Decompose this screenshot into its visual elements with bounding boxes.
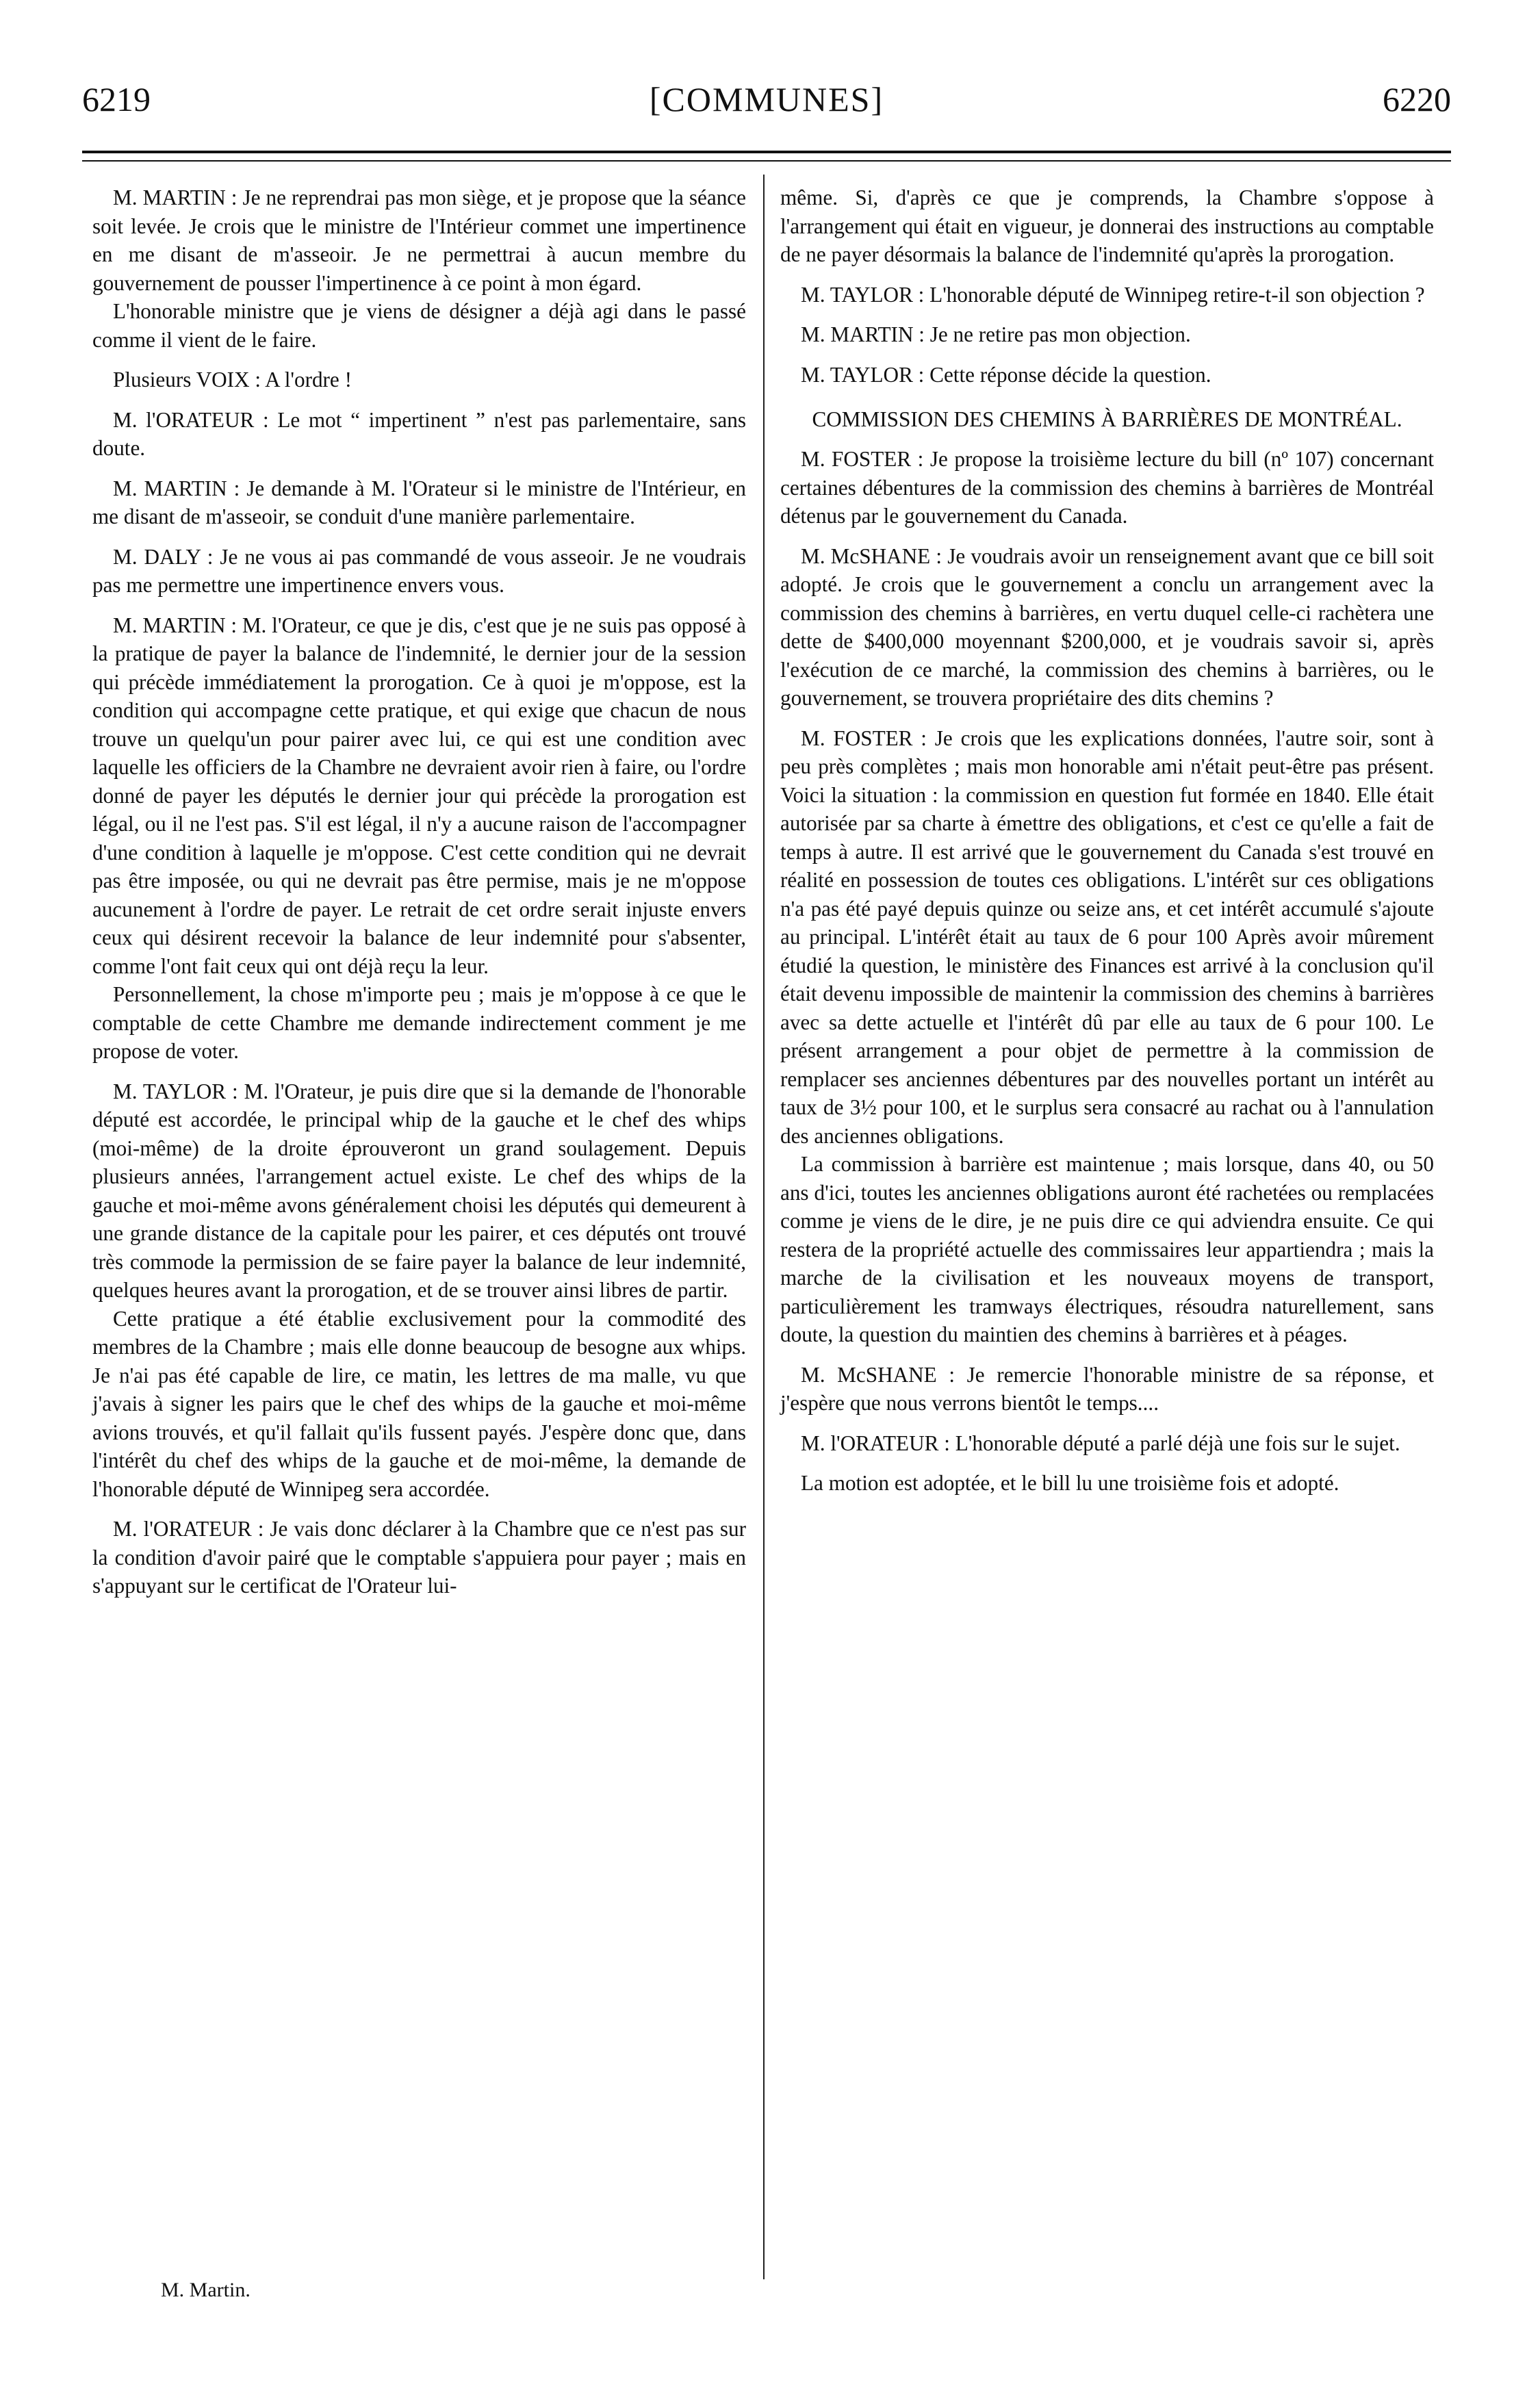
right-column bbox=[780, 183, 1434, 1498]
speaker-name: M. FOSTER : bbox=[801, 726, 927, 750]
speech-text: Je ne retire pas mon objection. bbox=[924, 322, 1191, 346]
speaker-name: M. DALY : bbox=[113, 544, 214, 569]
paragraph bbox=[780, 724, 1434, 1151]
running-footer: M. Martin. bbox=[161, 2279, 251, 2301]
speaker-name: M. FOSTER : bbox=[801, 447, 924, 471]
speech-text: La commission à barrière est maintenue ; mais lorsque, dans 40, ou 50 ans d'ici, toutes les anciennes obligations auront été rachetées ou remplacées comme je viens de le dire, je ne puis dire ce qui adviendra ensuite. Ce qui restera de la propriété actuelle des commissaires leur appartiendra ; mais la marche de la civilisation et les nouveaux moyens de transport, particulièrement les tramways électriques, résoudra naturellement, sans doute, la question du maintien des chemins à barrières et à péages. bbox=[780, 1152, 1434, 1346]
speaker-name: M. l'ORATEUR : bbox=[113, 1517, 264, 1541]
speech-text: même. Si, d'après ce que je comprends, la Chambre s'oppose à l'arrangement qui était en vigueur, je donnerai des instructions au comptable de ne payer désormais la balance de l'indemnité qu'après la prorogation. bbox=[780, 185, 1434, 266]
left-column bbox=[92, 183, 746, 1600]
speech-text: L'honorable ministre que je viens de désigner a déjà agi dans le passé comme il vient de le faire. bbox=[92, 299, 746, 352]
speech-text: Le mot “ impertinent ” n'est pas parlementaire, sans doute. bbox=[92, 407, 746, 460]
column-divider bbox=[763, 175, 765, 2279]
speaker-name: M. TAYLOR : bbox=[113, 1079, 238, 1103]
paragraph bbox=[780, 361, 1434, 389]
running-title: [COMMUNES] bbox=[649, 80, 884, 118]
paragraph bbox=[780, 183, 1434, 269]
speaker-name: M. MARTIN : bbox=[113, 185, 238, 209]
speech-text: Je ne reprendrai pas mon siège, et je propose que la séance soit levée. Je crois que le ministre de l'Intérieur commet une impertinence en me disant de m'asseoir. Je ne permettrai à aucun membre du gouvernement de pousser l'impertinence à ce point à mon égard. bbox=[92, 185, 746, 295]
speech-text: Je voudrais avoir un renseignement avant que ce bill soit adopté. Je crois que le gouvernement a conclu un arrangement avec la commission des chemins à barrières, en vertu duquel celle-ci rachètera une dette de $400,000 moyennant $200,000, et je voudrais savoir si, après l'exécution de ce marché, la commission des chemins à barrières, ou le gouvernement, se trouvera propriétaire des dits chemins ? bbox=[780, 543, 1434, 710]
speech-text: M. l'Orateur, je puis dire que si la demande de l'honorable député est accordée, le principal whip de la gauche et le chef des whips (moi-même) de la droite éprouveront un grand soulagement. Depuis plusieurs années, l'arrangement actuel existe. Le chef des whips de la gauche et moi-même avons généralement choisi les députés qui demeurent à une grande distance de la capitale pour les pairer, et ces députés ont trouvé très commode la permission de se faire payer la balance de leur indemnité, quelques heures avant la prorogation, et de se trouver ainsi libres de partir. bbox=[92, 1079, 746, 1302]
speaker-name: M. MARTIN : bbox=[801, 322, 925, 346]
paragraph bbox=[780, 320, 1434, 349]
paragraph bbox=[92, 366, 746, 394]
paragraph bbox=[92, 183, 746, 297]
speaker-name: M. TAYLOR : bbox=[801, 282, 925, 307]
speaker-name: M. MARTIN : bbox=[113, 613, 237, 637]
speaker-name: M. l'ORATEUR : bbox=[113, 407, 269, 432]
speaker-name: M. MARTIN : bbox=[113, 476, 240, 500]
speaker-name: M. TAYLOR : bbox=[801, 362, 925, 387]
paragraph bbox=[92, 543, 746, 600]
speech-text: La motion est adoptée, et le bill lu une troisième fois et adopté. bbox=[801, 1471, 1339, 1495]
paragraph bbox=[780, 281, 1434, 309]
speaker-name: Plusieurs VOIX : bbox=[113, 368, 261, 392]
paragraph bbox=[780, 1469, 1434, 1498]
speech-text: Je propose la troisième lecture du bill (nº 107) concernant certaines débentures de la commission des chemins à barrières de Montréal détenus par le gouvernement du Canada. bbox=[780, 447, 1434, 528]
paragraph bbox=[780, 542, 1434, 713]
speech-text: Cette pratique a été établie exclusivement pour la commodité des membres de la Chambre ; mais elle donne beaucoup de besogne aux whips. Je n'ai pas été capable de lire, ce matin, les lettres de ma malle, vu que j'avais à signer les pairs que le chef des whips de la gauche et moi-même avions trouvés, et qu'il fallait qu'ils fussent payés. J'espère donc que, dans l'intérêt du chef des whips de la gauche et de moi-même, la demande de l'honorable député de Winnipeg sera accordée. bbox=[92, 1306, 746, 1501]
paragraph bbox=[92, 611, 746, 981]
speaker-name: M. l'ORATEUR : bbox=[801, 1431, 950, 1455]
paragraph bbox=[780, 445, 1434, 530]
paragraph bbox=[92, 1077, 746, 1305]
speech-text: Personnellement, la chose m'importe peu ; mais je m'oppose à ce que le comptable de cette Chambre me demande indirectement comment je me propose de voter. bbox=[92, 982, 746, 1063]
speech-text: L'honorable député a parlé déjà une fois sur le sujet. bbox=[949, 1431, 1400, 1455]
paragraph bbox=[780, 1150, 1434, 1349]
header-rule-thin bbox=[82, 160, 1451, 162]
paragraph bbox=[92, 406, 746, 463]
speaker-name: M. McSHANE : bbox=[801, 1362, 955, 1387]
speaker-name: M. McSHANE : bbox=[801, 543, 942, 568]
paragraph bbox=[780, 1429, 1434, 1458]
speech-text: Cette réponse décide la question. bbox=[924, 362, 1211, 387]
speech-text: Je ne vous ai pas commandé de vous asseoir. Je ne voudrais pas me permettre une impertinence envers vous. bbox=[92, 544, 746, 597]
paragraph bbox=[780, 1361, 1434, 1418]
header-rule-thick bbox=[82, 151, 1451, 153]
page-header bbox=[82, 75, 1451, 123]
speech-text: L'honorable député de Winnipeg retire-t-il son objection ? bbox=[924, 282, 1425, 307]
speech-text: Je remercie l'honorable ministre de sa réponse, et j'espère que nous verrons bientôt le temps.... bbox=[780, 1362, 1434, 1415]
speech-text: Je vais donc déclarer à la Chambre que ce n'est pas sur la condition d'avoir pairé que le comptable s'appuiera pour payer ; mais en s'appuyant sur le certificat de l'Orateur lui- bbox=[92, 1517, 747, 1598]
paragraph bbox=[92, 980, 746, 1066]
speech-text: A l'ordre ! bbox=[261, 368, 352, 392]
paragraph bbox=[92, 1305, 746, 1504]
paragraph bbox=[92, 474, 746, 531]
speech-text: Je crois que les explications données, l'autre soir, sont à peu près complètes ; mais mon honorable ami n'était peut-être pas présent. Voici la situation : la commission en question fut formée en 1840. Elle était autorisée par sa charte à émettre des obligations, et c'est ce qu'elle a fait de temps à autre. Il est arrivé que le gouvernement du Canada s'est trouvé en réalité en possession de toutes ces obligations. L'intérêt sur ces obligations n'a pas été payé depuis quinze ou seize ans, et cet intérêt accumulé s'ajoute au principal. L'intérêt était au taux de 6 pour 100 Après avoir mûrement étudié la question, le ministère des Finances est arrivé à la conclusion qu'il était devenu impossible de maintenir la commission des chemins à barrières avec sa dette actuelle et l'intérêt dû par elle au taux de 6 pour 100. Le présent arrangement a pour objet de permettre à la commission de remplacer ses anciennes débentures par des nouvelles portant un intérêt au taux de 3½ pour 100, et le surplus sera consacré au rachat ou à l'annulation des anciennes obligations. bbox=[780, 726, 1434, 1148]
page-number-right: 6220 bbox=[1383, 80, 1451, 118]
paragraph bbox=[92, 297, 746, 354]
section-heading: COMMISSION DES CHEMINS À BARRIÈRES DE MONTRÉAL. bbox=[812, 407, 1402, 431]
paragraph bbox=[92, 1515, 746, 1600]
speech-text: M. l'Orateur, ce que je dis, c'est que je ne suis pas opposé à la pratique de payer la balance de l'indemnité, le dernier jour de la session qui précède immédiatement la prorogation. Ce à quoi je m'oppose, est la condition qui accompagne cette pratique, et qui exige que chacun de nous trouve un quelqu'un pour pairer avec lui, ce qui est une condition avec laquelle les officiers de la Chambre ne devraient avoir rien à faire, ou l'ordre donné de payer les députés le dernier jour qui précède la prorogation est légal, ou il ne l'est pas. S'il est légal, il n'y a aucune raison de l'accompagner d'une condition à laquelle je m'oppose. C'est cette condition qui ne devrait pas être imposée, ou qui ne devrait pas être permise, mais je ne m'oppose aucunement à l'ordre de payer. Le retrait de cet ordre serait injuste envers ceux qui désirent recevoir la balance de leur indemnité pour s'absenter, comme l'ont fait ceux qui ont déjà reçu la leur. bbox=[92, 613, 746, 978]
speech-text: Je demande à M. l'Orateur si le ministre de l'Intérieur, en me disant de m'asseoir, se conduit d'une manière parlementaire. bbox=[92, 476, 746, 528]
page-number-left: 6219 bbox=[82, 80, 151, 118]
